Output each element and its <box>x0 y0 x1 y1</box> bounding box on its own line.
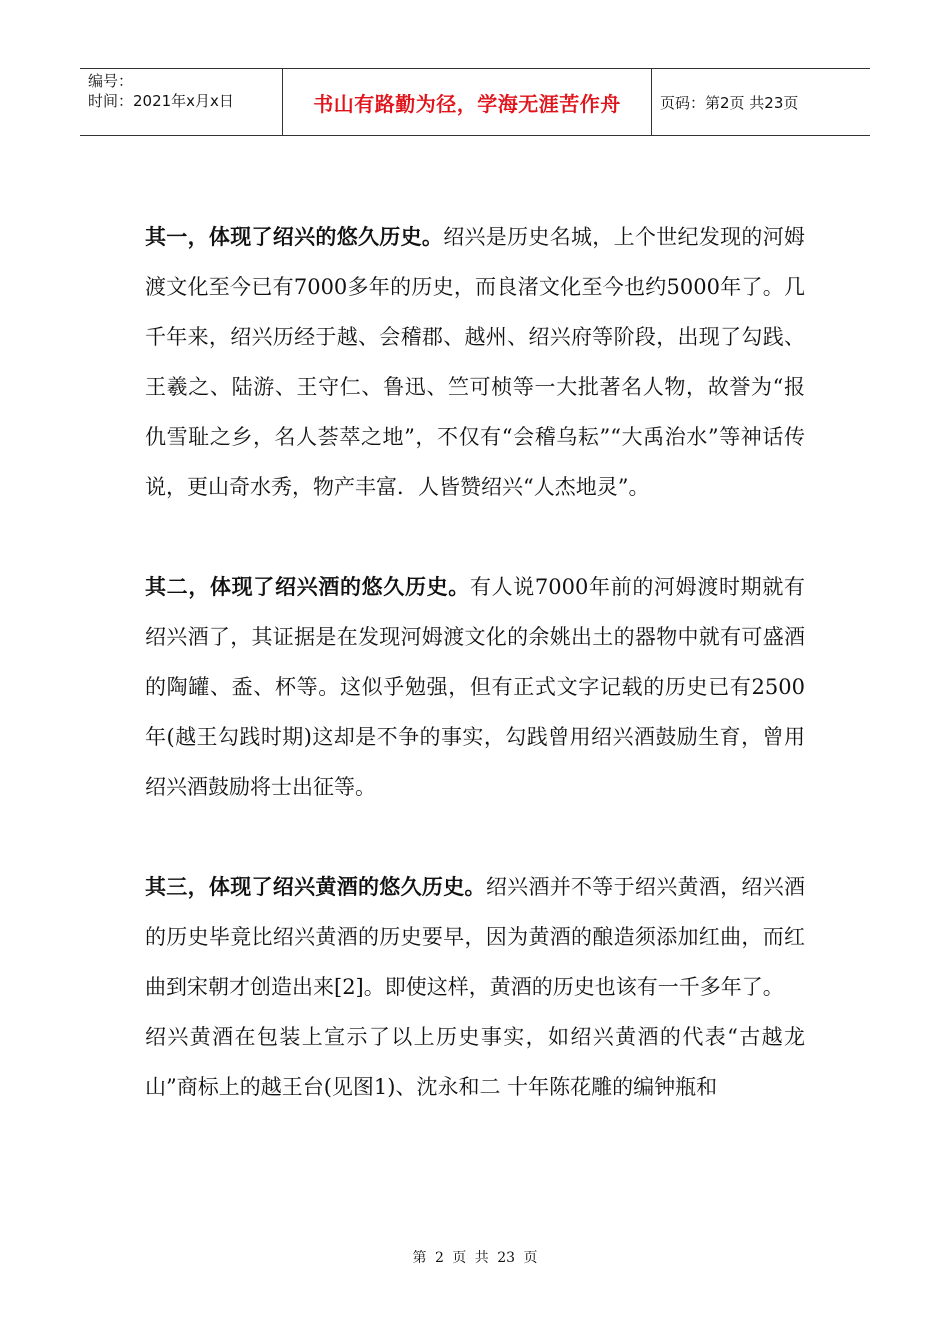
header-meta <box>80 69 282 135</box>
paragraph-text: 绍兴是历史名城，上个世纪发现的河姆渡文化至今已有7000多年的历史，而良渚文化至今也约5000年了。几千年来，绍兴历经于越、会稽郡、越州、绍兴府等阶段，出现了勾践、王羲之、陆游、王守仁、鲁迅、竺可桢等一大批著名人物，故誉为“报仇雪耻之乡，名人荟萃之地”，不仅有“会稽乌耘”“大禹治水”等神话传说，更山奇水秀，物产丰富．人皆赞绍兴“人杰地灵”。 <box>145 225 806 499</box>
header-motto: 书山有路勤为径，学海无涯苦作舟 <box>282 69 652 135</box>
paragraph-3 <box>145 862 805 1012</box>
paragraph-4: 绍兴黄酒在包装上宣示了以上历史事实，如绍兴黄酒的代表“古越龙山”商标上的越王台(见图1)、沈永和二 十年陈花雕的编钟瓶和 <box>145 1025 805 1099</box>
paragraph-1 <box>145 212 805 512</box>
page-footer: 第 2 页 共 23 页 <box>412 1250 538 1266</box>
paragraph-lead: 其二，体现了绍兴酒的悠久历史。 <box>145 574 470 599</box>
header-page-info: 页码：第2页 共23页 <box>660 93 799 112</box>
document-number-label: 编号： <box>88 72 134 90</box>
paragraph-text: 有人说7000年前的河姆渡时期就有绍兴酒了，其证据是在发现河姆渡文化的余姚出土的器物中就有可盛酒的陶罐、盉、杯等。这似乎勉强，但有正式文字记载的历史已有2500年(越王勾践时期)这却是不争的事实，勾践曾用绍兴酒鼓励生育，曾用绍兴酒鼓励将士出征等。 <box>145 575 805 799</box>
page-header <box>80 68 870 136</box>
paragraph-lead: 其三，体现了绍兴黄酒的悠久历史。 <box>145 874 486 899</box>
document-body <box>145 212 805 1112</box>
paragraph-2 <box>145 562 805 812</box>
paragraph-lead: 其一，体现了绍兴的悠久历史。 <box>145 224 444 249</box>
document-date: 时间：2021年x月x日 <box>88 92 234 110</box>
paragraph-text: 绍兴酒并不等于绍兴黄酒，绍兴酒的历史毕竟比绍兴黄酒的历史要早，因为黄酒的酿造须添加红曲，而红曲到宋朝才创造出来[2]。即使这样，黄酒的历史也该有一千多年了。 <box>145 875 806 999</box>
